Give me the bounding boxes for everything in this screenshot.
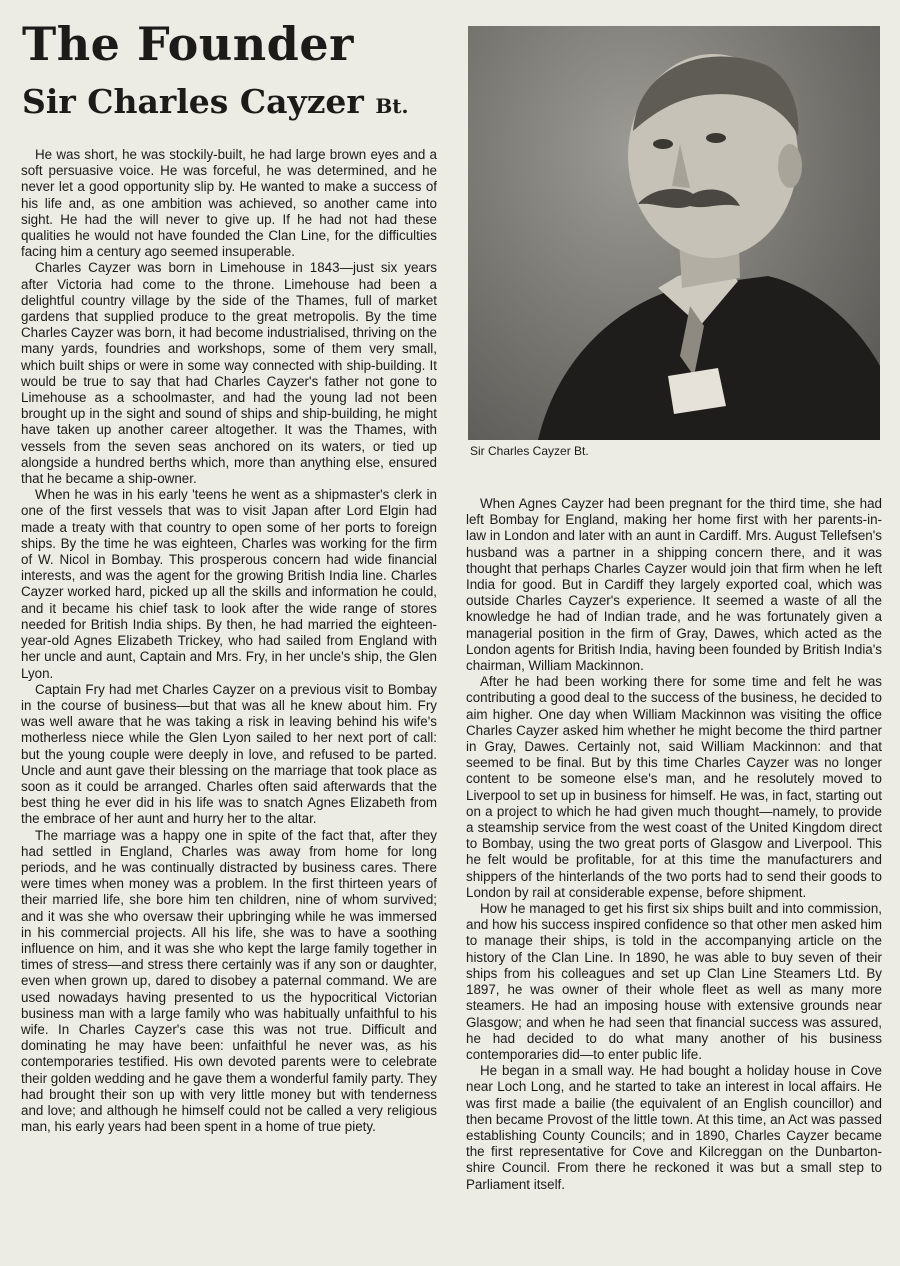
paragraph: The marriage was a happy one in spite of the fact that, after they had settled in England, Charles was away from home for long periods, and he was continually distracted by business cares. There were times when money was a problem. In the first thirteen years of their married life, she bore him ten children, nine of whom survived; and it was she who oversaw their upbringing while he was immersed in his commercial projects. All his life, she was to have a soothing influence on him, and it was she who kept the large family together in times of stress—and stress there certainly was if any son or daughter, even when grown up, dared to disobey a paternal command. We are used nowadays having presented to us the hypocritical Victorian business man with a large family who was habitually unfaithful to his wife. In Charles Cayzer's case this was not true. Difficult and dominating he may have been: unfaithful he never was, as his contemporaries testified. His own devoted parents were to celebrate their golden wedding and he gave them a wonderful family party. They had brought their son up with very little money but with tenderness and love; and although he himself could not be called a very religious man, his early years had been spent in a home of true piety.: [21, 827, 437, 1135]
portrait-photo: [468, 26, 880, 440]
paragraph: When Agnes Cayzer had been pregnant for the third time, she had left Bombay for England, making her home first with her parents-in-law in London and later with an aunt in Cardiff. Mrs. August Tellefsen's husband was a partner in a shipping concern there, and it was thought that perhaps Charles Cayzer would join that firm when he left India for good. But in Cardiff they largely exported coal, which was outside Charles Cayzer's experience. It seemed a waste of all the knowledge he had of Indian trade, and he was fortunately given a managerial position in the firm of Gray, Dawes, which acted as the London agents for British India, having been founded by British India's chairman, William Mackinnon.: [466, 496, 882, 674]
subtitle-name: Sir Charles Cayzer: [22, 82, 364, 121]
subtitle-suffix: Bt.: [375, 94, 409, 118]
paragraph: When he was in his early 'teens he went as a shipmaster's clerk in one of the first vessels that was to visit Japan after Lord Elgin had made a treaty with that country to open some of her ports to foreign ships. By the time he was eighteen, Charles was working for the firm of W. Nicol in Bombay. This prosperous concern had wide financial interests, and was the agent for the growing British India line. Charles Cayzer worked hard, picked up all the skills and information he could, and it became his chief task to look after the wide range of stores needed for British India ships. By then, he had married the eighteen-year-old Agnes Elizabeth Trickey, who had sailed from England with her uncle and aunt, Captain and Mrs. Fry, in her uncle's ship, the Glen Lyon.: [21, 487, 437, 681]
page-subtitle: [22, 82, 452, 126]
page-title: The Founder: [22, 17, 354, 71]
article-column-left: [21, 147, 437, 1135]
paragraph: He was short, he was stockily-built, he had large brown eyes and a soft persuasive voice. He was forceful, he was determined, and he never let a good opportunity slip by. He wanted to make a success of his life and, as one ambition was achieved, so another came into sight. He had the will never to give up. If he had not had these qualities he would not have founded the Clan Line, for the difficulties facing him a century ago seemed insuperable.: [21, 147, 437, 260]
paragraph: Captain Fry had met Charles Cayzer on a previous visit to Bombay in the course of business—but that was all he knew about him. Fry was well aware that he was taking a risk in leaving behind his wife's motherless niece while the Glen Lyon sailed to her next port of call: but the young couple were deeply in love, and refused to be parted. Uncle and aunt gave their blessing on the marriage that took place as soon as it could be arranged. Charles often said afterwards that the best thing he ever did in his life was to snatch Agnes Elizabeth from the embrace of her aunt and hurry her to the altar.: [21, 681, 437, 827]
portrait-illustration: [468, 26, 880, 440]
article-column-right: [466, 496, 882, 1193]
paragraph: Charles Cayzer was born in Limehouse in 1843—just six years after Victoria had come to the throne. Limehouse had been a delightful country village by the side of the Thames, full of market gardens that supplied produce to the great metropolis. By the time Charles Cayzer was born, it had become industrialised, thriving on the many yards, foundries and workshops, some of them very small, which built ships or were in some way connected with ship-building. It would be true to say that had Charles Cayzer's father not gone to Limehouse as a schoolmaster, and had the young lad not been brought up in the sight and sound of ships and ship-building, he might have taken up another career altogether. It was the Thames, with vessels from the seven seas anchored on its waters, or tied up alongside a hundred berths which, more than anything else, ensured that he became a ship-owner.: [21, 260, 437, 487]
paragraph: How he managed to get his first six ships built and into commission, and how his success inspired confidence so that other men asked him to manage their ships, is told in the accompanying article on the history of the Clan Line. In 1890, he was able to buy seven of their ships from his colleagues and set up Clan Line Steamers Ltd. By 1897, he was owner of their whole fleet as well as many more steamers. He had an imposing house with extensive grounds near Glasgow; and when he had seen that financial success was assured, he had decided to do what many another of his business contemporaries did—to enter public life.: [466, 901, 882, 1062]
paragraph: He began in a small way. He had bought a holiday house in Cove near Loch Long, and he started to take an interest in local affairs. He was first made a bailie (the equivalent of an English councillor) and then became Provost of the little town. At this time, an Act was passed establishing County Councils; and in 1890, Charles Cayzer became the first representative for Cove and Kilcreggan on the Dunbarton-shire Council. From there he reckoned it was but a small step to Parliament itself.: [466, 1063, 882, 1192]
paragraph: After he had been working there for some time and felt he was contributing a good deal to the success of the business, he decided to aim higher. One day when William Mackinnon was visiting the office Charles Cayzer asked him whether he might become the third partner in Gray, Dawes. Certainly not, said William Mackinnon: and that seemed to be final. But by this time Charles Cayzer was no longer content to be someone else's man, and he resolutely moved to Liverpool to set up in business for himself. He was, in fact, starting out on a project to which he had given much thought—namely, to provide a steamship service from the west coast of the United Kingdom direct to Bombay, using the two great ports of Glasgow and Liverpool. This he felt would be profitable, for at this time the manufacturers and shippers of the hinterlands of the two ports had to send their goods to London by rail at considerable expense, before shipment.: [466, 674, 882, 900]
photo-caption: Sir Charles Cayzer Bt.: [470, 444, 589, 458]
